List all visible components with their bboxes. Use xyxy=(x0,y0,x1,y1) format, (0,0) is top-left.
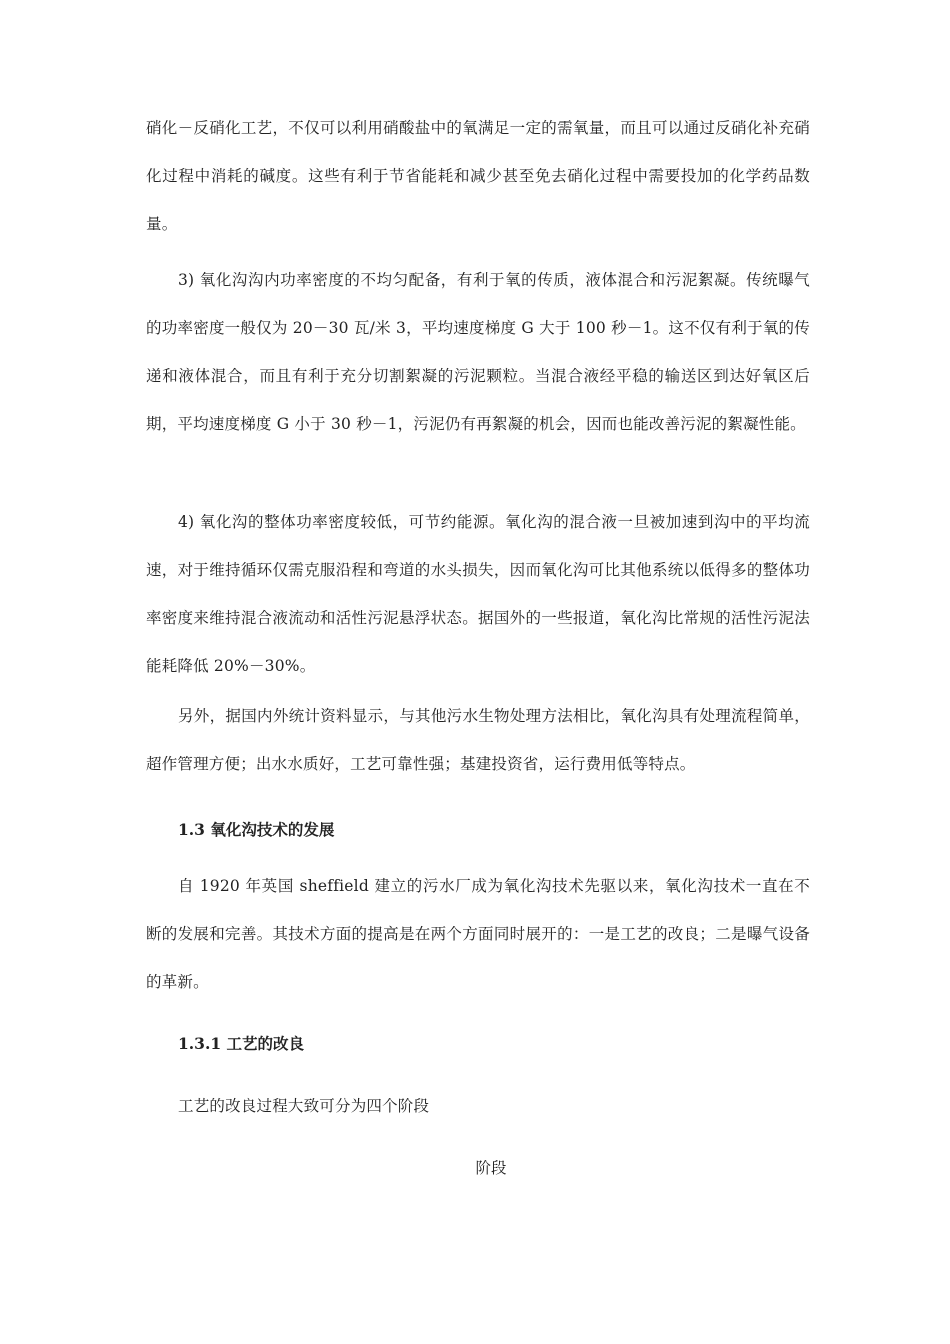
paragraph-summary: 另外，据国内外统计资料显示，与其他污水生物处理方法相比，氧化沟具有处理流程简单，超作管理方便；出水水质好，工艺可靠性强；基建投资省，运行费用低等特点。 xyxy=(146,707,810,773)
table-caption-stage: 阶段 xyxy=(475,1159,507,1177)
section-heading-1-3: 1.3 氧化沟技术的发展 xyxy=(178,820,335,839)
paragraph-history: 自 1920 年英国 sheffield 建立的污水厂成为氧化沟技术先驱以来，氧化沟技术一直在不断的发展和完善。其技术方面的提高是在两个方面同时展开的：一是工艺的改良；二是曝气设备的革新。 xyxy=(146,877,810,991)
paragraph-stages: 工艺的改良过程大致可分为四个阶段 xyxy=(178,1097,430,1115)
section-heading-1-3-1: 1.3.1 工艺的改良 xyxy=(178,1034,305,1053)
paragraph-point-3: 3) 氧化沟沟内功率密度的不均匀配备，有利于氧的传质，液体混合和污泥絮凝。传统曝气的功率密度一般仅为 20－30 瓦/米 3，平均速度梯度 G 大于 100 秒－1。这不仅有利于氧的传递和液体混合，而且有利于充分切割絮凝的污泥颗粒。当混合液经平稳的输送区到达好氧区后期，平均速度梯度 G 小于 30 秒－1，污泥仍有再絮凝的机会，因而也能改善污泥的絮凝性能。 xyxy=(146,271,810,433)
paragraph-point-4: 4) 氧化沟的整体功率密度较低，可节约能源。氧化沟的混合液一旦被加速到沟中的平均流速，对于维持循环仅需克服沿程和弯道的水头损失，因而氧化沟可比其他系统以低得多的整体功率密度来维持混合液流动和活性污泥悬浮状态。据国外的一些报道，氧化沟比常规的活性污泥法能耗降低 20%－30%。 xyxy=(146,513,810,675)
paragraph-nitrification: 硝化－反硝化工艺，不仅可以利用硝酸盐中的氧满足一定的需氧量，而且可以通过反硝化补充硝化过程中消耗的碱度。这些有利于节省能耗和减少甚至免去硝化过程中需要投加的化学药品数量。 xyxy=(146,119,810,233)
